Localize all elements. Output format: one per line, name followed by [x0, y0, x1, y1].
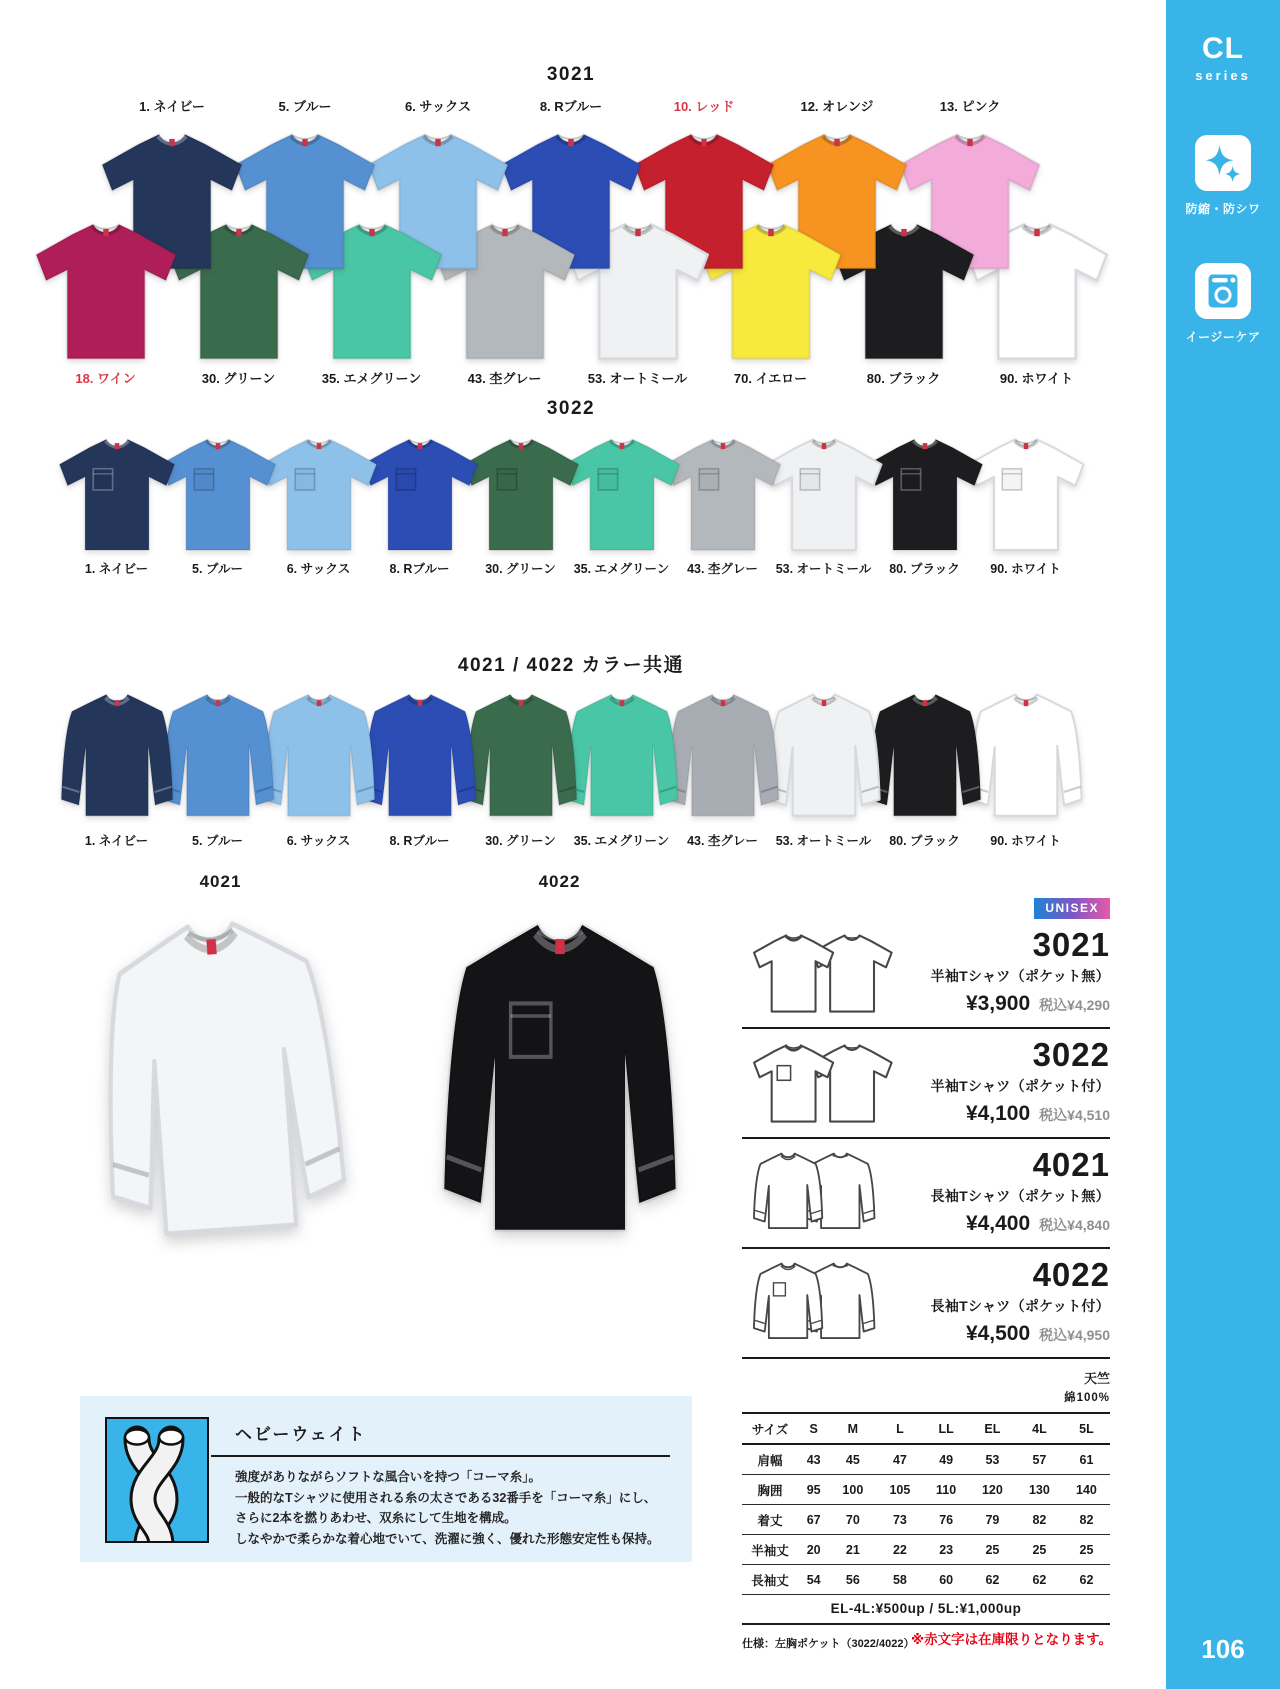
- size-table-cell: 胸囲: [742, 1475, 798, 1505]
- section-3022-title: 3022: [546, 398, 596, 419]
- size-table-cell: M: [829, 1413, 876, 1444]
- size-table-row: [742, 1413, 1110, 1444]
- tshirt-photo: [397, 906, 722, 1263]
- product-price: ¥4,500: [965, 1322, 1031, 1345]
- size-table-cell: 61: [1063, 1444, 1110, 1475]
- size-table-row: [742, 1505, 1110, 1535]
- size-table-cell: 62: [1063, 1565, 1110, 1595]
- colorway-label: 80. ブラック: [889, 562, 960, 576]
- feature-easy-care: [1166, 263, 1280, 345]
- size-table-cell: 着丈: [742, 1505, 798, 1535]
- series-sidebar: [1166, 0, 1280, 1689]
- section-4021-4022-title: 4021 / 4022 カラー共通: [457, 655, 685, 676]
- product-code: 3021: [1032, 926, 1110, 963]
- product-price: ¥4,100: [965, 1102, 1031, 1125]
- section-3021-title: 3021: [546, 64, 596, 85]
- product-priceline: [893, 1212, 1110, 1236]
- heavyweight-feature-box: [80, 1396, 692, 1562]
- colorway-label: 6. サックス: [286, 562, 351, 576]
- size-table-cell: 95: [798, 1475, 829, 1505]
- size-table-cell: 22: [876, 1535, 923, 1565]
- product-priceline: [911, 1102, 1110, 1126]
- colorway-label: 90. ホワイト: [999, 371, 1074, 387]
- color-row-4021-4022: [16, 687, 1126, 849]
- size-table-cell: サイズ: [742, 1413, 798, 1444]
- size-table-cell: 62: [1016, 1565, 1063, 1595]
- photo-code-label: 4022: [538, 872, 581, 891]
- size-table-cell: 70: [829, 1505, 876, 1535]
- size-table-cell: 20: [798, 1535, 829, 1565]
- colorway-label: 43. 杢グレー: [687, 562, 758, 576]
- colorway-label: 43. 杢グレー: [467, 371, 542, 387]
- section-4021-4022: [16, 650, 1126, 849]
- size-table-cell: 58: [876, 1565, 923, 1595]
- colorway-label: 80. ブラック: [889, 834, 960, 848]
- size-table-cell: 5L: [1063, 1413, 1110, 1444]
- product-description: 長袖Tシャツ（ポケット付）: [930, 1298, 1110, 1314]
- colorway-label: 80. ブラック: [866, 371, 941, 387]
- tshirt-lineart-icon: [742, 1259, 889, 1345]
- product-tax-price: 税込¥4,950: [1039, 1327, 1110, 1343]
- size-table-cell: EL: [969, 1413, 1016, 1444]
- size-table-cell: 半袖丈: [742, 1535, 798, 1565]
- tshirt-photo: [58, 906, 383, 1263]
- size-table-cell: 肩幅: [742, 1444, 798, 1475]
- size-table-cell: 130: [1016, 1475, 1063, 1505]
- size-table-cell: 長袖丈: [742, 1565, 798, 1595]
- size-table-cell: L: [876, 1413, 923, 1444]
- size-table-cell: 54: [798, 1565, 829, 1595]
- heavyweight-content: [209, 1396, 692, 1562]
- size-table-cell: 25: [1063, 1535, 1110, 1565]
- colorway-label: 1. ネイビー: [139, 99, 205, 114]
- size-table-cell: 100: [829, 1475, 876, 1505]
- section-3021: [16, 64, 1126, 387]
- size-table-cell: 62: [969, 1565, 1016, 1595]
- stock-footnote: ※赤文字は在庫限りとなります。: [910, 1632, 1112, 1647]
- size-surcharge-note: EL-4L:¥500up / 5L:¥1,000up: [742, 1595, 1110, 1625]
- size-table-cell: 23: [923, 1535, 968, 1565]
- size-table-cell: 105: [876, 1475, 923, 1505]
- feature-label: 防縮・防シワ: [1185, 202, 1261, 216]
- product-priceline: [893, 1322, 1110, 1346]
- product-code: 3022: [1032, 1036, 1110, 1073]
- tshirt-swatch: [42, 687, 192, 827]
- product-block-4021: [742, 1139, 1110, 1249]
- colorway-label: 30. グリーン: [485, 562, 556, 576]
- series-name: CL: [1202, 32, 1244, 65]
- size-table: [742, 1412, 1110, 1595]
- divider: [211, 1455, 670, 1457]
- product-description: 半袖Tシャツ（ポケット無）: [930, 968, 1110, 984]
- size-table-cell: 67: [798, 1505, 829, 1535]
- tshirt-lineart-icon: [742, 1039, 907, 1125]
- description-line: 強度がありながらソフトな風合いを持つ「コーマ糸」。: [235, 1470, 542, 1484]
- size-table-cell: 82: [1016, 1505, 1063, 1535]
- product-block-3021: [742, 919, 1110, 1029]
- product-photos: [58, 872, 728, 1263]
- product-tax-price: 税込¥4,290: [1039, 997, 1110, 1013]
- colorway: [39, 213, 172, 388]
- colorway: [66, 430, 167, 577]
- description-line: 一般的なTシャツに使用される糸の太さである32番手を「コーマ糸」にし、: [235, 1490, 657, 1505]
- size-table-cell: 25: [1016, 1535, 1063, 1565]
- size-table-cell: 57: [1016, 1444, 1063, 1475]
- spec-note: 仕様：左胸ポケット（3022/4022）: [742, 1638, 915, 1650]
- product-block-3022: [742, 1029, 1110, 1139]
- size-table-row: [742, 1535, 1110, 1565]
- size-table-cell: 43: [798, 1444, 829, 1475]
- washer-icon: [1195, 263, 1251, 319]
- size-table-cell: 79: [969, 1505, 1016, 1535]
- feature-label: イージーケア: [1185, 330, 1261, 344]
- product-tax-price: 税込¥4,510: [1039, 1107, 1110, 1123]
- product-price: ¥4,400: [965, 1212, 1031, 1235]
- description-line: さらに2本を撚りあわせ、双糸にして生地を構成。: [235, 1511, 517, 1525]
- colorway-label: 13. ピンク: [939, 99, 1001, 114]
- description-line: しなやかで柔らかな着心地でいて、洗濯に強く、優れた形態安定性も保持。: [235, 1531, 660, 1546]
- tshirt-swatch: [42, 430, 192, 555]
- size-table-cell: 45: [829, 1444, 876, 1475]
- colorway-label: 8. Rブルー: [389, 562, 450, 576]
- size-table-cell: S: [798, 1413, 829, 1444]
- tshirt-lineart-icon: [742, 929, 907, 1015]
- colorway-label: 6. サックス: [404, 99, 472, 114]
- colorway-label: 30. グリーン: [485, 834, 556, 848]
- colorway-label: 30. グリーン: [201, 371, 276, 387]
- colorway-label: 18. ワイン: [75, 371, 136, 387]
- sparkle-icon: [1195, 135, 1251, 191]
- size-table-cell: 56: [829, 1565, 876, 1595]
- product-code: 4022: [1032, 1256, 1110, 1293]
- size-table-cell: 49: [923, 1444, 968, 1475]
- product-code: 4021: [1032, 1146, 1110, 1183]
- size-table-cell: 4L: [1016, 1413, 1063, 1444]
- size-table-row: [742, 1475, 1110, 1505]
- color-row-3021-2: [16, 213, 1126, 388]
- fabric-info: [742, 1368, 1110, 1405]
- size-table-cell: 47: [876, 1444, 923, 1475]
- colorway-label: 12. オレンジ: [800, 99, 874, 114]
- product-tax-price: 税込¥4,840: [1039, 1217, 1110, 1233]
- colorway-label: 35. エメグリーン: [573, 834, 670, 848]
- size-table-row: [742, 1444, 1110, 1475]
- size-table-cell: 21: [829, 1535, 876, 1565]
- unisex-badge: UNISEX: [1034, 898, 1110, 919]
- product-photo-4021: [58, 872, 383, 1263]
- product-price: ¥3,900: [965, 992, 1031, 1015]
- fabric-name: 天竺: [1083, 1371, 1110, 1386]
- colorway-label: 5. ブルー: [278, 99, 332, 114]
- colorway-label: 35. エメグリーン: [321, 371, 422, 387]
- product-description: 長袖Tシャツ（ポケット無）: [930, 1188, 1110, 1204]
- colorway-label: 5. ブルー: [192, 562, 243, 576]
- tshirt-lineart-icon: [742, 1149, 889, 1235]
- product-list: [742, 919, 1110, 1359]
- colorway-label: 5. ブルー: [192, 834, 243, 848]
- product-priceline: [911, 992, 1110, 1016]
- size-table-cell: 110: [923, 1475, 968, 1505]
- colorway-label: 90. ホワイト: [990, 834, 1061, 848]
- colorway-label: 8. Rブルー: [389, 834, 450, 848]
- colorway-label: 1. ネイビー: [84, 562, 149, 576]
- size-table-cell: 76: [923, 1505, 968, 1535]
- heavyweight-description: [235, 1467, 670, 1549]
- tshirt-swatch: [15, 213, 197, 365]
- feature-shrink-wrinkle: [1166, 135, 1280, 217]
- colorway-label: 43. 杢グレー: [687, 834, 758, 848]
- colorway-label: 10. レッド: [673, 99, 735, 114]
- product-photo-4022: [397, 872, 722, 1263]
- photo-code-label: 4021: [199, 872, 242, 891]
- product-description: 半袖Tシャツ（ポケット付）: [930, 1078, 1110, 1094]
- fabric-composition: 綿100%: [1064, 1392, 1110, 1404]
- colorway-label: 70. イエロー: [733, 371, 808, 387]
- product-info-panel: [742, 898, 1110, 1651]
- size-table-cell: 140: [1063, 1475, 1110, 1505]
- colorway-label: 1. ネイビー: [84, 834, 149, 848]
- colorway-label: 53. オートミール: [775, 834, 872, 848]
- color-row-3022: [16, 430, 1126, 577]
- colorway-label: 53. オートミール: [587, 371, 688, 387]
- series-sub: series: [1195, 68, 1251, 83]
- colorway-label: 90. ホワイト: [990, 562, 1061, 576]
- yarn-icon: [105, 1417, 209, 1543]
- colorway: [66, 687, 167, 849]
- heavyweight-title: ヘビーウェイト: [235, 1425, 367, 1444]
- colorway-label: 35. エメグリーン: [573, 562, 670, 576]
- page-number: 106: [1201, 1634, 1245, 1664]
- colorway-label: 8. Rブルー: [539, 99, 603, 114]
- size-table-row: [742, 1565, 1110, 1595]
- colorway-label: 53. オートミール: [775, 562, 872, 576]
- size-table-cell: 82: [1063, 1505, 1110, 1535]
- size-table-cell: 25: [969, 1535, 1016, 1565]
- size-table-cell: 73: [876, 1505, 923, 1535]
- colorway-label: 6. サックス: [286, 834, 351, 848]
- section-3022: [16, 398, 1126, 577]
- size-table-cell: LL: [923, 1413, 968, 1444]
- product-block-4022: [742, 1249, 1110, 1359]
- size-table-cell: 120: [969, 1475, 1016, 1505]
- size-table-cell: 53: [969, 1444, 1016, 1475]
- size-table-cell: 60: [923, 1565, 968, 1595]
